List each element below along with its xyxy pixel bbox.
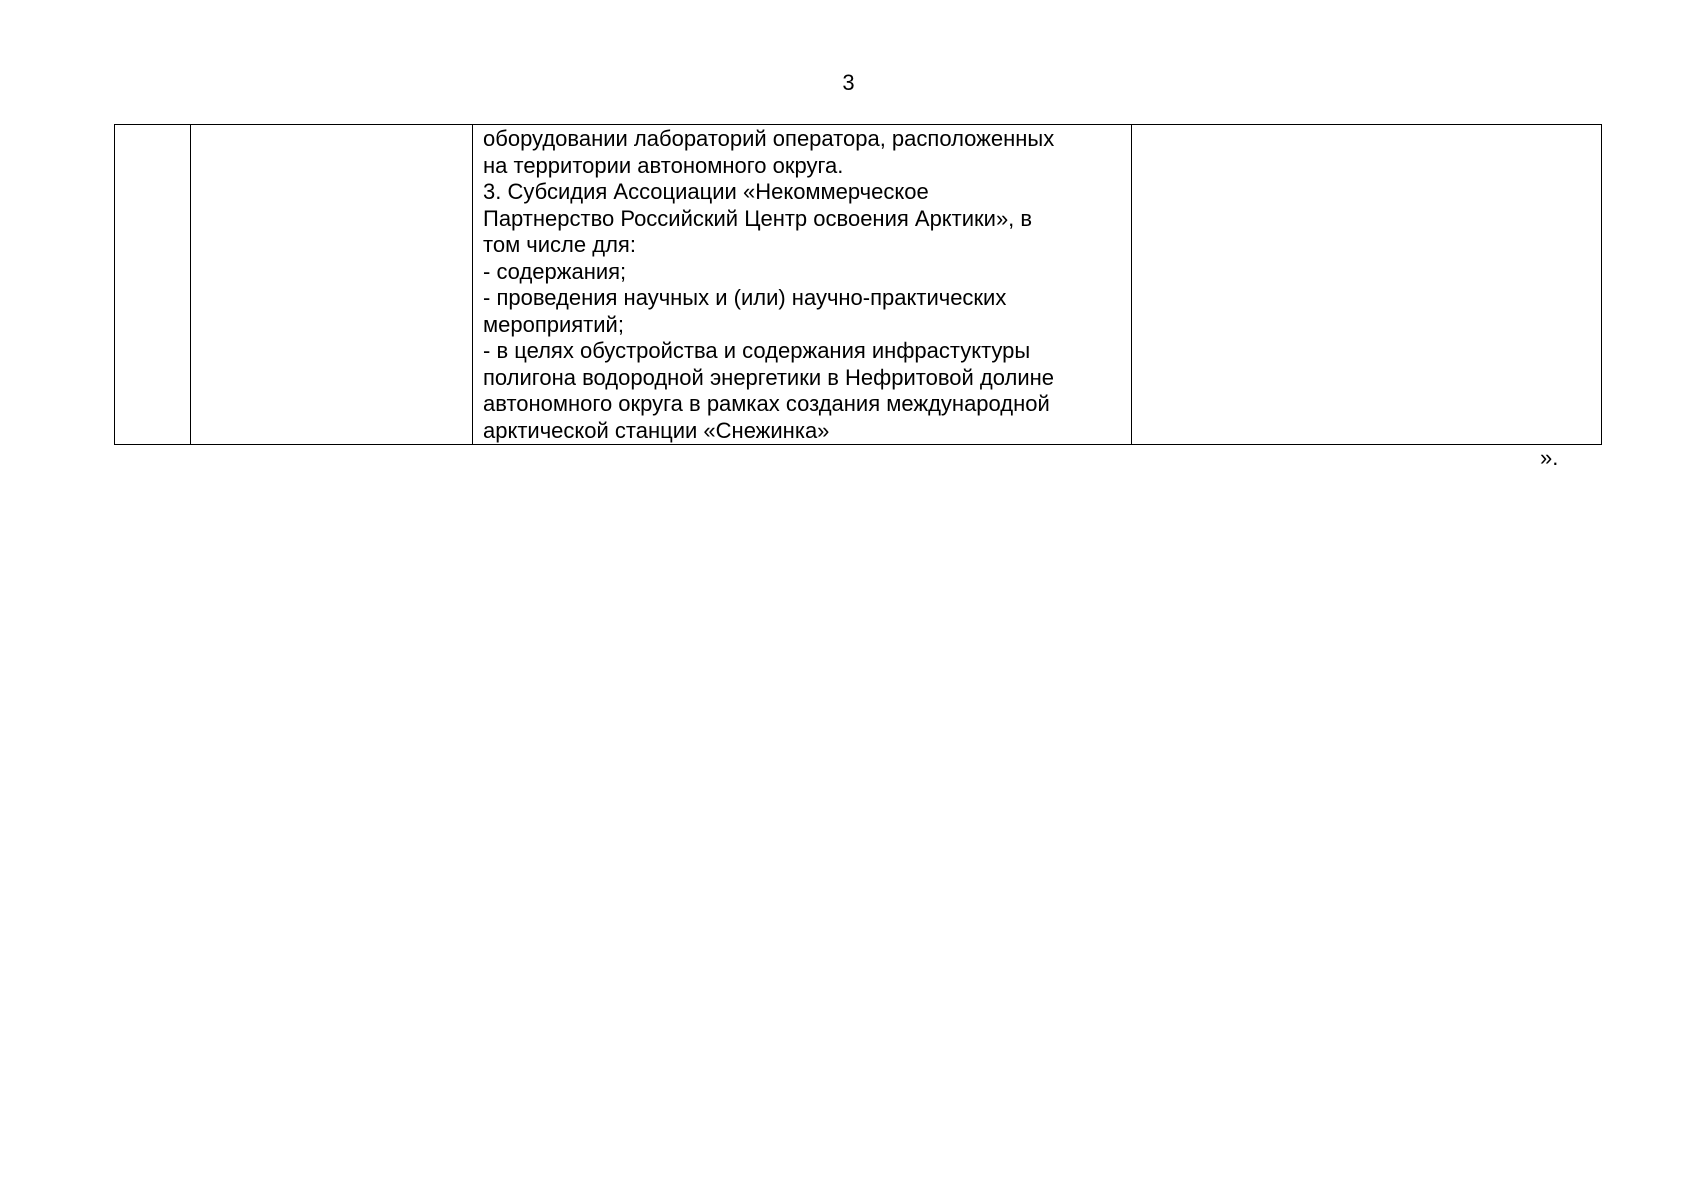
table-cell-notes [1132, 125, 1602, 445]
description-line: мероприятий; [483, 311, 624, 337]
table-row [115, 125, 1602, 445]
description-line: 3. Субсидия Ассоциации «Некоммерческое [483, 179, 929, 204]
description-line: арктической станции «Снежинка» [483, 417, 830, 443]
description-line: - содержания; [483, 258, 627, 284]
table-cell-description [473, 125, 1132, 445]
description-line: том числе для: [483, 232, 636, 257]
description-line: оборудовании лабораторий оператора, расположенных [483, 126, 1055, 151]
closing-quote-mark: ». [1540, 445, 1559, 470]
table-cell-number [115, 125, 191, 445]
table-cell-name [191, 125, 473, 445]
document-table [114, 124, 1602, 445]
description-line: на территории автономного округа. [483, 152, 844, 178]
cell-text [1132, 125, 1601, 126]
description-line: - проведения научных и (или) научно-практических [483, 285, 1007, 310]
description-line: Партнерство Российский Центр освоения Арктики», в [483, 205, 1033, 231]
description-text [473, 125, 1131, 444]
description-line: автономного округа в рамках создания международной [483, 391, 1050, 416]
cell-text [115, 125, 190, 126]
page-number: 3 [842, 70, 855, 95]
cell-text [191, 125, 472, 126]
description-line: полигона водородной энергетики в Нефритовой долине [483, 364, 1055, 390]
description-line: - в целях обустройства и содержания инфрастуктуры [483, 338, 1031, 363]
